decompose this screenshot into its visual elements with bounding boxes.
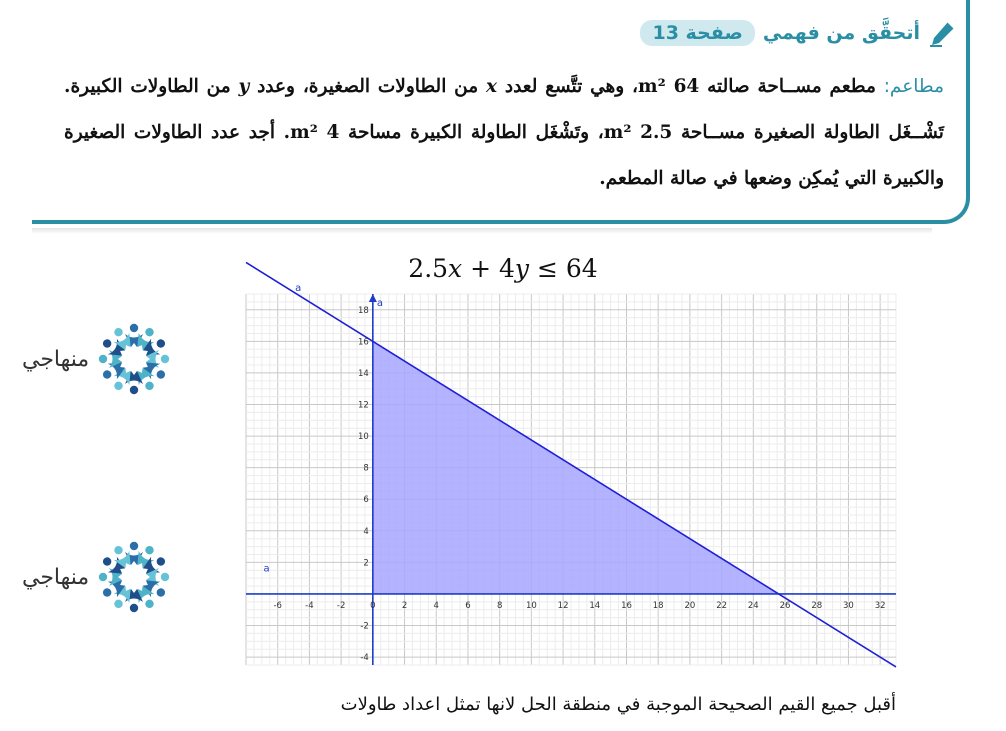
x-tick-label: -4	[305, 600, 314, 611]
logo-emblem-icon	[93, 318, 175, 400]
y-axis-arrow	[369, 294, 377, 302]
y-axis-label: a	[376, 298, 383, 309]
large-table-area: 4 m²	[290, 122, 340, 143]
x-tick-label: -6	[273, 600, 282, 611]
logo	[22, 536, 175, 618]
y-tick-label: -4	[360, 653, 369, 664]
y-tick-label: 14	[358, 368, 369, 379]
x-tick-label: 6	[465, 600, 471, 611]
x-tick-label: 10	[525, 600, 537, 611]
logo	[22, 318, 175, 400]
check-understanding-title: أتحقَّق من فهمي	[762, 22, 920, 44]
page-reference: صفحة 13	[640, 20, 754, 46]
line-label: a	[295, 282, 302, 294]
x-tick-label: -2	[336, 600, 346, 611]
y-tick-label: 16	[358, 337, 369, 348]
inequality-graph	[246, 282, 896, 665]
y-tick-label: 6	[363, 495, 369, 506]
x-tick-label: 2	[401, 600, 408, 611]
problem-text-part: من الطاولات الكبيرة. تَشْــغَل الطاولة الصغيرة مســاحة	[64, 76, 944, 143]
x-tick-label: 20	[684, 600, 696, 611]
logo-emblem-icon	[93, 536, 175, 618]
y-tick-label: -2	[360, 621, 369, 632]
x-tick-label: 30	[843, 600, 854, 611]
problem-text	[64, 64, 944, 202]
problem-text-part: . أجد عدد الطاولات الصغيرة والكبيرة التي يُمكِن وضعها في صالة المطعم.	[64, 122, 944, 189]
x-tick-label: 0	[370, 600, 376, 611]
y-tick-label: 18	[358, 305, 369, 316]
x-tick-label: 24	[747, 600, 759, 611]
x-tick-label: 18	[652, 600, 664, 611]
x-tick-label: 8	[496, 600, 503, 611]
x-tick-label: 32	[874, 600, 886, 611]
card-shadow	[32, 228, 932, 234]
logo-text: منهاجي	[22, 564, 90, 590]
variable-x: x	[486, 76, 498, 97]
pencil-icon	[928, 19, 958, 47]
area-value: 64 m²	[638, 76, 700, 97]
x-tick-label: 14	[589, 600, 601, 611]
x-tick-label: 4	[433, 600, 439, 611]
logo-text: منهاجي	[22, 346, 90, 372]
section-header	[640, 18, 958, 48]
y-tick-label: 10	[358, 432, 369, 443]
x-tick-label: 12	[557, 600, 569, 611]
x-tick-label: 26	[779, 600, 791, 611]
x-tick-label: 28	[811, 600, 823, 611]
problem-text-part: من الطاولات الصغيرة، وعدد	[249, 76, 486, 97]
problem-text-part: ، وتَشْغَل الطاولة الكبيرة مساحة	[339, 122, 604, 143]
x-tick-label: 16	[621, 600, 632, 611]
problem-text-part: ، وهي تتَّسع لعدد	[497, 76, 639, 97]
answer-text: أقبل جميع القيم الصحيحة الموجبة في منطقة الحل لانها تمثل اعداد طاولات	[340, 694, 896, 715]
x-tick-label: 22	[716, 600, 728, 611]
y-tick-label: 4	[363, 526, 369, 537]
variable-y: y	[238, 76, 250, 97]
y-tick-label: 8	[363, 463, 369, 474]
small-table-area: 2.5 m²	[603, 122, 673, 143]
y-tick-label: 2	[363, 558, 369, 569]
problem-text-part: مطعم مســاحة صالته	[699, 76, 884, 97]
problem-label: مطاعم:	[883, 76, 944, 97]
y-tick-label: 12	[358, 400, 369, 411]
x-axis-label: a	[263, 563, 270, 575]
inequality: 2.5𝑥 + 4𝑦 ≤ 64	[408, 254, 598, 283]
